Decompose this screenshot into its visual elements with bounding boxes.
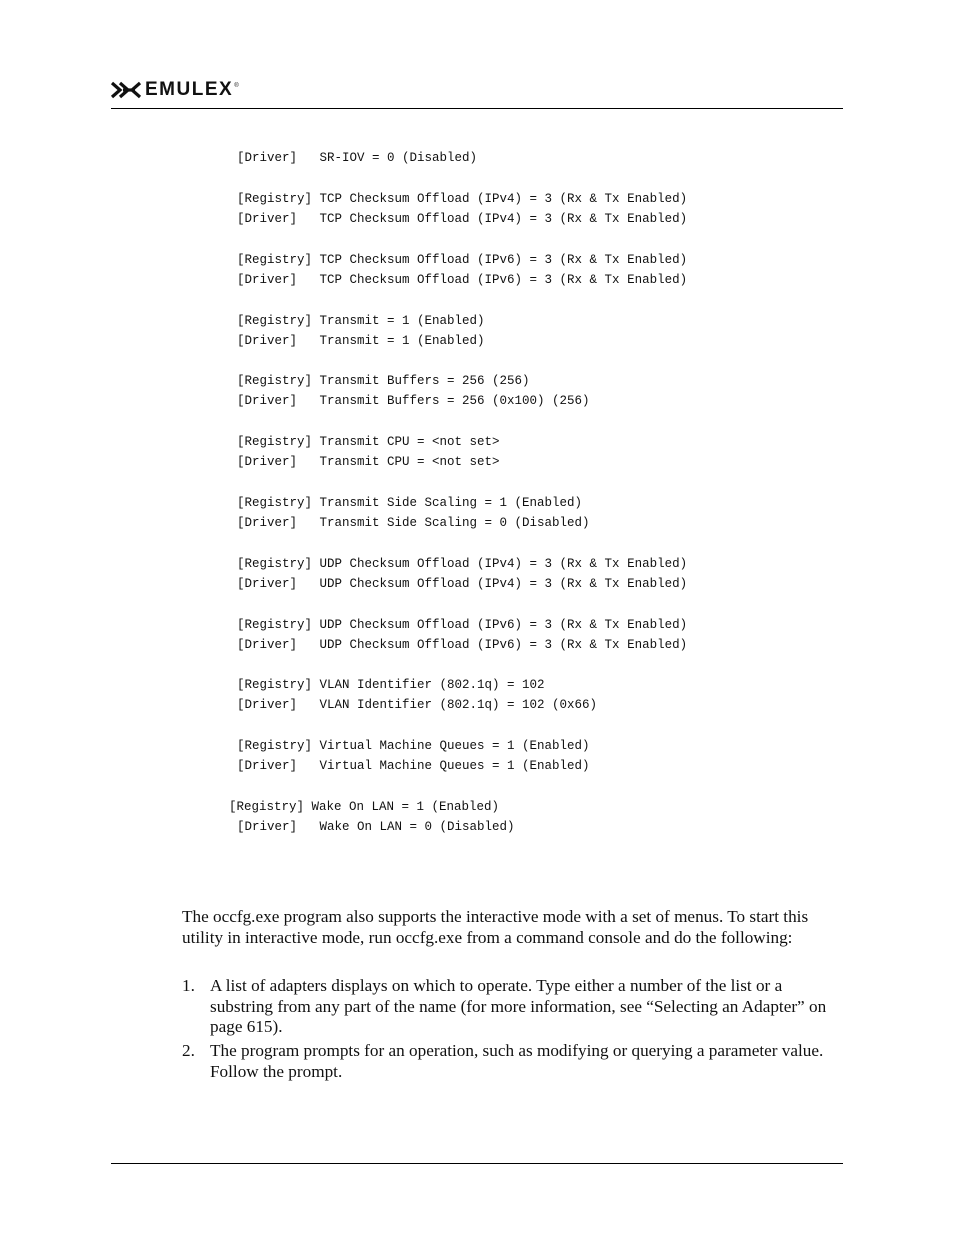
code-line: [Registry] Transmit CPU = <not set> xyxy=(237,435,500,449)
code-line: [Driver] TCP Checksum Offload (IPv6) = 3 (Rx & Tx Enabled) xyxy=(237,273,688,287)
code-line: [Driver] Transmit = 1 (Enabled) xyxy=(237,334,485,348)
code-line: [Driver] TCP Checksum Offload (IPv4) = 3 (Rx & Tx Enabled) xyxy=(237,212,688,226)
code-line: [Registry] Transmit Buffers = 256 (256) xyxy=(237,374,530,388)
emulex-logo xyxy=(111,80,239,100)
step-number: 1. xyxy=(182,976,195,995)
code-line: [Driver] Transmit Side Scaling = 0 (Disabled) xyxy=(237,516,590,530)
emulex-logo-icon xyxy=(111,81,141,99)
code-line: [Registry] Transmit Side Scaling = 1 (Enabled) xyxy=(237,496,583,510)
code-line: [Registry] Wake On LAN = 1 (Enabled) xyxy=(229,800,500,814)
header-divider xyxy=(111,108,843,109)
code-line: [Driver] UDP Checksum Offload (IPv6) = 3 (Rx & Tx Enabled) xyxy=(237,638,688,652)
intro-paragraph: The occfg.exe program also supports the interactive mode with a set of menus. To start this utility in interactive mode, run occfg.exe from a command console and do the following: xyxy=(182,907,809,947)
code-line: [Registry] Virtual Machine Queues = 1 (Enabled) xyxy=(237,739,590,753)
code-line: [Registry] UDP Checksum Offload (IPv4) = 3 (Rx & Tx Enabled) xyxy=(237,557,688,571)
code-line: [Driver] Virtual Machine Queues = 1 (Enabled) xyxy=(237,759,590,773)
trademark-symbol: ® xyxy=(234,83,239,89)
code-line: [Driver] SR-IOV = 0 (Disabled) xyxy=(237,151,478,165)
logo-wordmark: EMULEX xyxy=(145,79,234,100)
step-text: A list of adapters displays on which to operate. Type either a number of the list or a substring from any part of the name (for more information, see “Selecting an Adapter” on page 615). xyxy=(210,976,827,1037)
step-text: The program prompts for an operation, such as modifying or querying a parameter value. Follow the prompt. xyxy=(210,1041,824,1081)
code-line: [Driver] UDP Checksum Offload (IPv4) = 3 (Rx & Tx Enabled) xyxy=(237,577,688,591)
code-line: [Registry] TCP Checksum Offload (IPv6) = 3 (Rx & Tx Enabled) xyxy=(237,253,688,267)
code-line: [Registry] UDP Checksum Offload (IPv6) = 3 (Rx & Tx Enabled) xyxy=(237,618,688,632)
code-line: [Driver] Transmit CPU = <not set> xyxy=(237,455,500,469)
footer-divider xyxy=(111,1163,843,1164)
code-line: [Registry] VLAN Identifier (802.1q) = 102 xyxy=(237,678,545,692)
step-number: 2. xyxy=(182,1041,195,1060)
code-line: [Driver] VLAN Identifier (802.1q) = 102 (0x66) xyxy=(237,698,598,712)
code-line: [Registry] TCP Checksum Offload (IPv4) = 3 (Rx & Tx Enabled) xyxy=(237,192,688,206)
code-line: [Registry] Transmit = 1 (Enabled) xyxy=(237,314,485,328)
code-line: [Driver] Transmit Buffers = 256 (0x100) (256) xyxy=(237,394,590,408)
code-line: [Driver] Wake On LAN = 0 (Disabled) xyxy=(237,820,515,834)
